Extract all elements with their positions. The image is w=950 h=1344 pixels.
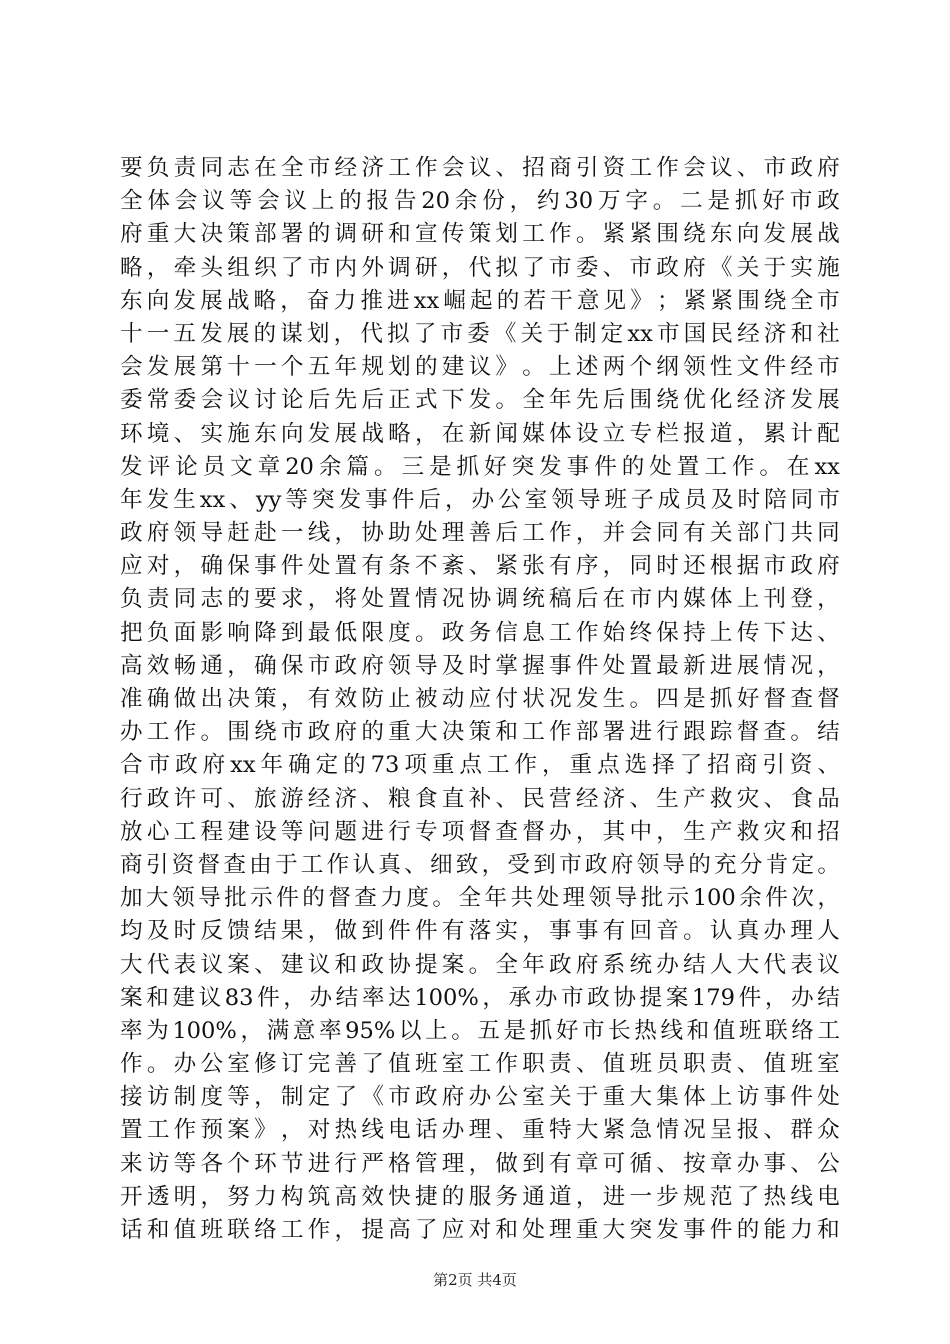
text-line: 率 为 100% ， 满 意 率 95% 以 上 。 五 是 抓 好 市 长 热 线 和 值 班 联 络 工 [120, 1017, 840, 1044]
text-line: 把 负 面 影 响 降 到 最 低 限 度 。 政 务 信 息 工 作 始 终 保 持 上 传 下 达 、 [120, 619, 840, 646]
text-line: 负 责 同 志 的 要 求 ， 将 处 置 情 况 协 调 统 稿 后 在 市 内 媒 体 上 刊 登 ， [120, 586, 840, 613]
text-line: 置 工 作 预 案 》 ， 对 热 线 电 话 办 理 、 重 特 大 紧 急 情 况 呈 报 、 群 众 [120, 1117, 840, 1144]
text-line: 府 重 大 决 策 部 署 的 调 研 和 宣 传 策 划 工 作 。 紧 紧 围 绕 东 向 发 展 战 [120, 221, 840, 248]
page-footer [0, 1270, 950, 1290]
text-line: 行 政 许 可 、 旅 游 经 济 、 粮 食 直 补 、 民 营 经 济 、 生 产 救 灾 、 食 品 [120, 785, 840, 812]
text-line: 话 和 值 班 联 络 工 作 ， 提 高 了 应 对 和 处 理 重 大 突 发 事 件 的 能 力 和 [120, 1217, 840, 1243]
text-line: 接 访 制 度 等 ， 制 定 了 《 市 政 府 办 公 室 关 于 重 大 集 体 上 访 事 件 处 [120, 1084, 840, 1111]
text-line: 全 体 会 议 等 会 议 上 的 报 告 20 余 份 ， 约 30 万 字 。 二 是 抓 好 市 政 [120, 188, 840, 215]
text-line: 加 大 领 导 批 示 件 的 督 查 力 度 。 全 年 共 处 理 领 导 批 示 100 余 件 次 ， [120, 885, 840, 912]
text-line: 放 心 工 程 建 设 等 问 题 进 行 专 项 督 查 督 办 ， 其 中 ， 生 产 救 灾 和 招 [120, 818, 840, 845]
document-body [120, 152, 840, 1247]
text-line: 来 访 等 各 个 环 节 进 行 严 格 管 理 ， 做 到 有 章 可 循 、 按 章 办 事 、 公 [120, 1150, 840, 1177]
text-line: 准 确 做 出 决 策 ， 有 效 防 止 被 动 应 付 状 况 发 生 。 四 是 抓 好 督 查 督 [120, 686, 840, 712]
text-line: 会 发 展 第 十 一 个 五 年 规 划 的 建 议 》 。 上 述 两 个 纲 领 性 文 件 经 市 [120, 354, 840, 381]
text-line: 大 代 表 议 案 、 建 议 和 政 协 提 案 。 全 年 政 府 系 统 办 结 人 大 代 表 议 [120, 951, 840, 978]
page-number: 第2页 共4页 [433, 1271, 517, 1289]
text-line: 高 效 畅 通 ， 确 保 市 政 府 领 导 及 时 掌 握 事 件 处 置 最 新 进 展 情 况 ， [120, 652, 840, 679]
text-line: 均 及 时 反 馈 结 果 ， 做 到 件 件 有 落 实 ， 事 事 有 回 音 。 认 真 办 理 人 [120, 918, 840, 945]
text-line: 办 工 作 。 围 绕 市 政 府 的 重 大 决 策 和 工 作 部 署 进 行 跟 踪 督 查 。 结 [120, 719, 840, 746]
text-line: 略 ， 牵 头 组 织 了 市 内 外 调 研 ， 代 拟 了 市 委 、 市 政 府 《 关 于 实 施 [120, 254, 840, 281]
text-line: 开 透 明 ， 努 力 构 筑 高 效 快 捷 的 服 务 通 道 ， 进 一 步 规 范 了 热 线 电 [120, 1183, 840, 1210]
text-line: 委 常 委 会 议 讨 论 后 先 后 正 式 下 发 。 全 年 先 后 围 绕 优 化 经 济 发 展 [120, 387, 840, 414]
text-line: 东 向 发 展 战 略 ， 奋 力 推 进 xx 崛 起 的 若 干 意 见 》 ； 紧 紧 围 绕 全 市 [120, 287, 840, 314]
text-line: 发 评 论 员 文 章 20 余 篇 。 三 是 抓 好 突 发 事 件 的 处 置 工 作 。 在 xx [120, 453, 840, 480]
text-line: 年 发 生 xx 、 yy 等 突 发 事 件 后 ， 办 公 室 领 导 班 子 成 员 及 时 陪 同 市 [120, 486, 840, 513]
text-line: 应 对 ， 确 保 事 件 处 置 有 条 不 紊 、 紧 张 有 序 ， 同 时 还 根 据 市 政 府 [120, 553, 840, 580]
text-line: 作 。 办 公 室 修 订 完 善 了 值 班 室 工 作 职 责 、 值 班 员 职 责 、 值 班 室 [120, 1051, 840, 1078]
text-line: 环 境 、 实 施 东 向 发 展 战 略 ， 在 新 闻 媒 体 设 立 专 栏 报 道 ， 累 计 配 [120, 420, 840, 447]
text-line: 十 一 五 发 展 的 谋 划 ， 代 拟 了 市 委 《 关 于 制 定 xx 市 国 民 经 济 和 社 [120, 320, 840, 347]
text-line: 要 负 责 同 志 在 全 市 经 济 工 作 会 议 、 招 商 引 资 工 作 会 议 、 市 政 府 [120, 155, 840, 181]
text-line: 案 和 建 议 83 件 ， 办 结 率 达 100% ， 承 办 市 政 协 提 案 179 件 ， 办 结 [120, 984, 840, 1011]
text-line: 政 府 领 导 赶 赴 一 线 ， 协 助 处 理 善 后 工 作 ， 并 会 同 有 关 部 门 共 同 [120, 520, 840, 547]
text-line: 合 市 政 府 xx 年 确 定 的 73 项 重 点 工 作 ， 重 点 选 择 了 招 商 引 资 、 [120, 752, 840, 779]
text-line: 商 引 资 督 查 由 于 工 作 认 真 、 细 致 ， 受 到 市 政 府 领 导 的 充 分 肯 定 。 [120, 851, 840, 878]
